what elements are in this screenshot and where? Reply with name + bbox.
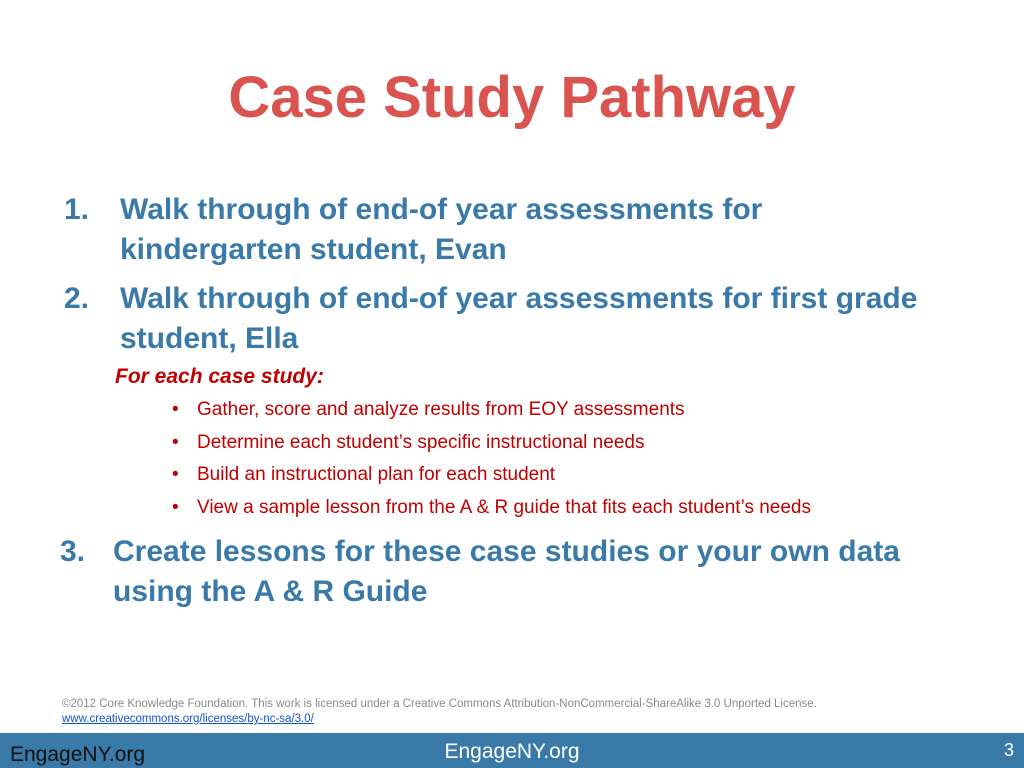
license-link[interactable]: www.creativecommons.org/licenses/by-nc-sa/3.0/ [62, 713, 314, 725]
list-item-text: Create lessons for these case studies or your own data using the A & R Guide [113, 535, 900, 608]
case-study-bullet-list [172, 396, 811, 526]
page-number: 3 [1003, 740, 1014, 760]
bullet-item [172, 396, 811, 429]
bullet-text: Gather, score and analyze results from EOY assessments [197, 399, 685, 420]
list-item-number: 3. [60, 535, 86, 568]
list-item-number: 1. [64, 193, 90, 226]
list-item-1 [64, 190, 924, 270]
case-study-heading: For each case study: [115, 365, 324, 388]
bullet-item [172, 429, 811, 462]
bullet-item [172, 461, 811, 494]
license-text: ©2012 Core Knowledge Foundation. This work is licensed under a Creative Commons Attribution-NonCommercial-ShareAlike 3.0 Unported License. [62, 698, 817, 710]
list-item-number: 2. [64, 282, 90, 315]
bullet-icon: • [172, 496, 179, 518]
bullet-icon: • [172, 464, 179, 485]
bullet-text: Determine each student’s specific instructional needs [197, 431, 645, 453]
bullet-text: Build an instructional plan for each student [197, 464, 556, 485]
slide-title: Case Study Pathway [228, 65, 796, 130]
footer-brand-left: EngageNY.org [10, 743, 146, 766]
list-item-3 [60, 532, 950, 612]
list-item-2 [64, 279, 944, 359]
bullet-text: View a sample lesson from the A & R guide that fits each student’s needs [197, 496, 811, 518]
bullet-icon: • [172, 431, 179, 453]
license-notice [62, 697, 817, 727]
bullet-icon: • [172, 399, 179, 420]
list-item-text: Walk through of end-of year assessments for first grade student, Ella [120, 282, 918, 355]
footer-bar [0, 733, 1024, 768]
list-item-text: Walk through of end-of year assessments for kindergarten student, Evan [120, 193, 763, 266]
bullet-item [172, 494, 811, 527]
footer-brand-center: EngageNY.org [444, 740, 580, 763]
